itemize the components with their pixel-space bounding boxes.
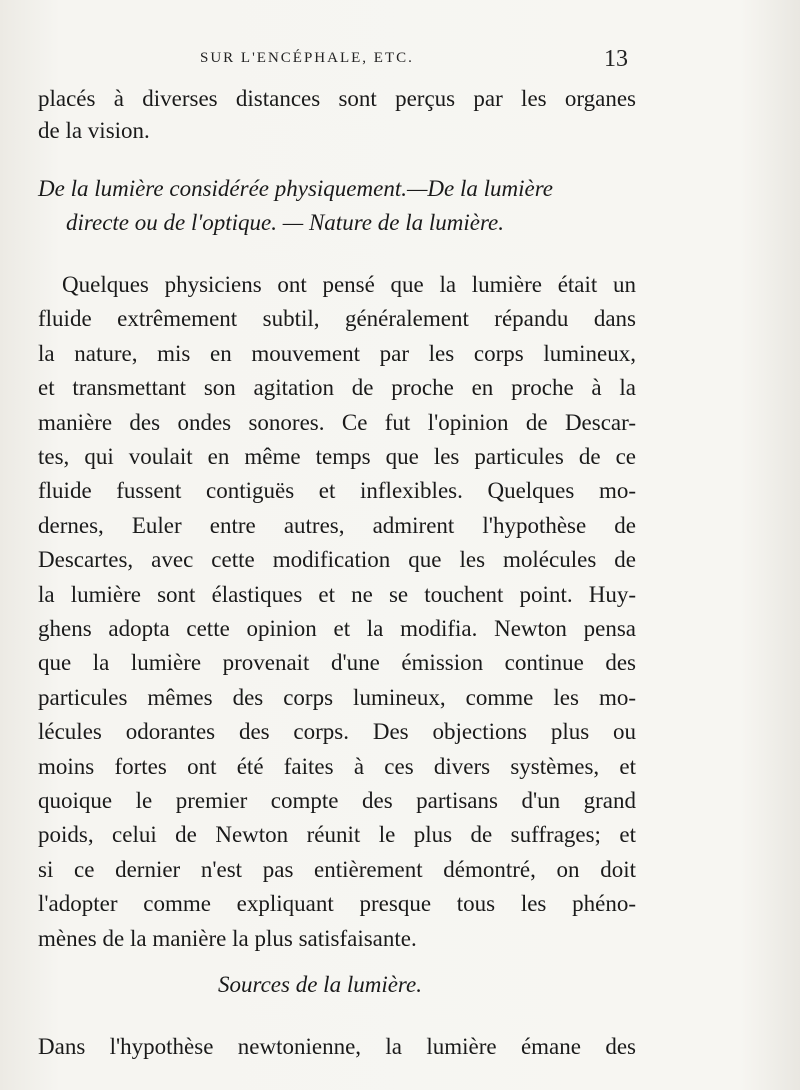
text-line: Dans l'hypothèse newtonienne, la lumière émane des <box>38 1034 636 1059</box>
paragraph-line: la nature, mis en mouvement par les corps lumineux, <box>38 341 636 366</box>
paragraph-line: la lumière sont élastiques et ne se touchent point. Huy- <box>38 582 636 607</box>
paragraph-line: manière des ondes sonores. Ce fut l'opinion de Descar- <box>38 410 636 435</box>
paragraph-line: lécules odorantes des corps. Des objections plus ou <box>38 719 636 744</box>
running-head <box>0 46 800 76</box>
paragraph-line: si ce dernier n'est pas entièrement démontré, on doit <box>38 857 636 882</box>
paragraph-line: mènes de la manière la plus satisfaisante. <box>38 926 417 951</box>
paragraph-line: particules mêmes des corps lumineux, comme les mo- <box>38 685 636 710</box>
section-heading-line-1: De la lumière considérée physiquement.—De la lumière <box>38 176 554 201</box>
paragraph-line: Quelques physiciens ont pensé que la lumière était un <box>62 272 636 297</box>
running-title: SUR L'ENCÉPHALE, ETC. <box>200 50 414 66</box>
paragraph-line: fluide fussent contiguës et inflexibles. Quelques mo- <box>38 478 636 503</box>
paragraph-line: l'adopter comme expliquant presque tous les phéno- <box>38 891 636 916</box>
paragraph-line: dernes, Euler entre autres, admirent l'hypothèse de <box>38 513 636 538</box>
paragraph-line: moins fortes ont été faites à ces divers systèmes, et <box>38 754 636 779</box>
subheading: Sources de la lumière. <box>218 972 422 997</box>
paragraph-line: Descartes, avec cette modification que les molécules de <box>38 547 636 572</box>
paragraph-line: ghens adopta cette opinion et la modifia. Newton pensa <box>38 616 636 641</box>
text-line: de la vision. <box>38 118 150 143</box>
section-heading-line-2: directe ou de l'optique. — Nature de la lumière. <box>66 210 504 235</box>
paragraph-line: poids, celui de Newton réunit le plus de suffrages; et <box>38 822 636 847</box>
paragraph-line: et transmettant son agitation de proche en proche à la <box>38 375 636 400</box>
text-line: placés à diverses distances sont perçus par les organes <box>38 86 636 111</box>
paragraph-line: tes, qui voulait en même temps que les particules de ce <box>38 444 636 469</box>
paragraph-line: quoique le premier compte des partisans d'un grand <box>38 788 636 813</box>
paragraph-line: que la lumière provenait d'une émission continue des <box>38 650 636 675</box>
page-number: 13 <box>604 46 628 72</box>
paragraph-line: fluide extrêmement subtil, généralement répandu dans <box>38 306 636 331</box>
